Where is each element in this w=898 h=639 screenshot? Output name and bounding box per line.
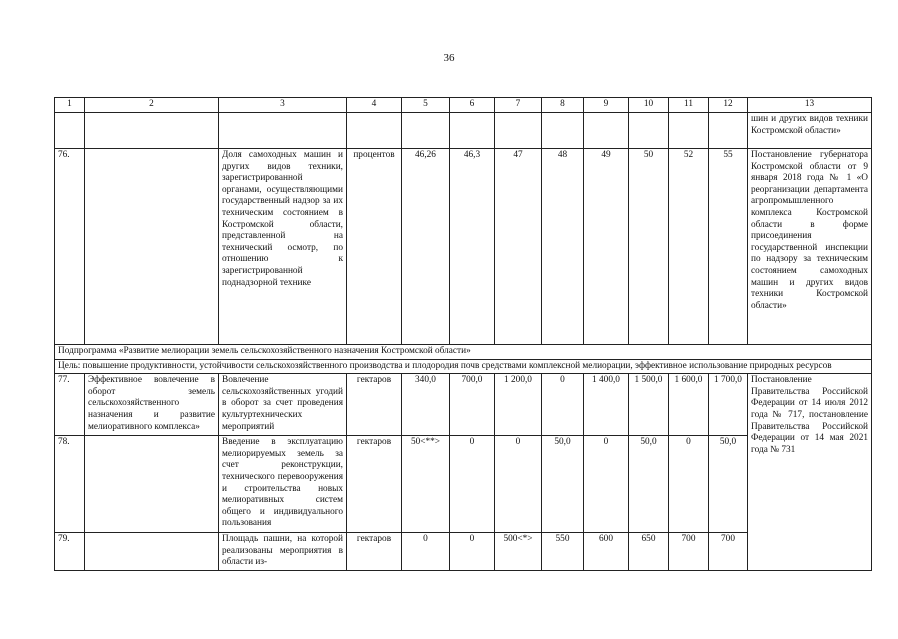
value-cell: 1 600,0 [669,374,709,436]
value-cell: 46,3 [450,149,495,345]
row-number: 76. [55,149,85,345]
task-cell [85,436,219,533]
value-cell: 0 [669,436,709,533]
value-cell: 700,0 [450,374,495,436]
indicator-cell: Площадь пашни, на которой реализованы мероприятия в области из- [219,533,347,571]
indicator-cell: Доля самоходных машин и других видов техники, зарегистрированной органами, осуществляющими государственный надзор за их техническим состоянием в Костромской области, представленной на технический осмотр, по отношению к зарегистрированной поднадзорной технике [219,149,347,345]
task-cell [85,149,219,345]
column-header: 10 [629,98,669,113]
table-cell [85,113,219,149]
value-cell: 47 [495,149,542,345]
value-cell: 0 [450,533,495,571]
column-header: 4 [347,98,402,113]
column-header: 6 [450,98,495,113]
page-number: 36 [443,52,455,64]
task-cell: Эффективное вовлечение в оборот земель сельскохозяйственного назначения и развитие мелиоративного комплекса» [85,374,219,436]
row-number: 77. [55,374,85,436]
value-cell: 50<**> [402,436,450,533]
value-cell: 1 400,0 [584,374,629,436]
value-cell: 700 [669,533,709,571]
column-header: 2 [85,98,219,113]
normative-act-cell: Постановление губернатора Костромской области от 9 января 2018 года № 1 «О реорганизации департамента агропромышленного комплекса Костромской области в форме присоединения государственной инспекции по надзору за техническим состоянием самоходных машин и других видов техники Костромской области» [748,149,872,345]
indicator-cell: Вовлечение сельскохозяйственных угодий в оборот за счет проведения культуртехнических мероприятий [219,374,347,436]
table-cell [347,113,402,149]
value-cell: 52 [669,149,709,345]
value-cell: 700 [709,533,748,571]
table-cell [402,113,450,149]
value-cell: 50,0 [629,436,669,533]
table-cell [709,113,748,149]
value-cell: 1 700,0 [709,374,748,436]
normative-act-cell: шин и других видов техники Костромской области» [748,113,872,149]
value-cell: 500<*> [495,533,542,571]
row-number: 78. [55,436,85,533]
column-header: 1 [55,98,85,113]
value-cell: 0 [584,436,629,533]
column-header: 11 [669,98,709,113]
normative-act-cell: Постановление Правительства Российской Федерации от 14 июля 2012 года № 717, постановление Правительства Российской Федерации от 14 мая 2021 года № 731 [748,374,872,571]
unit-cell: гектаров [347,374,402,436]
subprogram-row [55,345,872,360]
column-header: 5 [402,98,450,113]
column-header: 13 [748,98,872,113]
value-cell: 1 500,0 [629,374,669,436]
value-cell: 0 [402,533,450,571]
table-cell [629,113,669,149]
goal-text: Цель: повышение продуктивности, устойчивости сельскохозяйственного производства и плодородия почв средствами комплексной мелиорации, эффективное использование природных ресурсов [55,359,872,374]
value-cell: 600 [584,533,629,571]
column-header: 7 [495,98,542,113]
table-row-76 [55,149,872,345]
column-header: 3 [219,98,347,113]
value-cell: 50 [629,149,669,345]
value-cell: 46,26 [402,149,450,345]
value-cell: 550 [542,533,584,571]
value-cell: 340,0 [402,374,450,436]
table-cell [55,113,85,149]
indicator-cell: Введение в эксплуатацию мелиорируемых земель за счет реконструкции, технического перевооружения и строительства новых мелиоративных систем общего и индивидуального пользования [219,436,347,533]
indicators-table [54,97,872,571]
value-cell: 1 200,0 [495,374,542,436]
unit-cell: процентов [347,149,402,345]
table-row-continuation [55,113,872,149]
value-cell: 0 [495,436,542,533]
value-cell: 650 [629,533,669,571]
value-cell: 0 [450,436,495,533]
table-row-77 [55,374,872,436]
value-cell: 50,0 [542,436,584,533]
value-cell: 49 [584,149,629,345]
table-header-row [55,98,872,113]
table-cell [542,113,584,149]
row-number: 79. [55,533,85,571]
unit-cell: гектаров [347,533,402,571]
task-cell [85,533,219,571]
column-header: 8 [542,98,584,113]
table-cell [669,113,709,149]
table-cell [584,113,629,149]
subprogram-title: Подпрограмма «Развитие мелиорации земель сельскохозяйственного назначения Костромской области» [55,345,872,360]
unit-cell: гектаров [347,436,402,533]
column-header: 9 [584,98,629,113]
value-cell: 0 [542,374,584,436]
value-cell: 50,0 [709,436,748,533]
table-cell [495,113,542,149]
value-cell: 48 [542,149,584,345]
table-cell [450,113,495,149]
table-cell [219,113,347,149]
column-header: 12 [709,98,748,113]
value-cell: 55 [709,149,748,345]
goal-row [55,359,872,374]
